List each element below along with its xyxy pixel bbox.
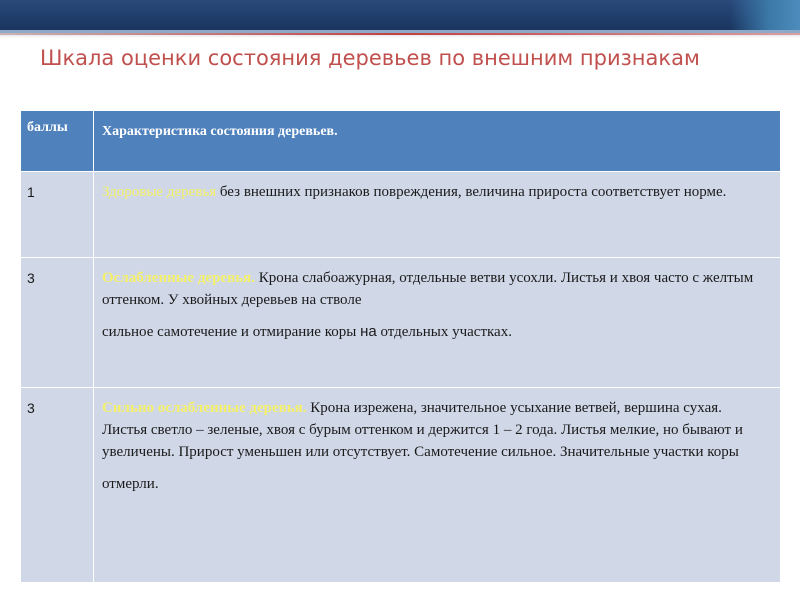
table-header-row: [21, 111, 781, 172]
table-row: [21, 388, 781, 583]
table-row: [21, 172, 781, 258]
header-description: Характеристика состояния деревьев.: [94, 111, 781, 172]
title-bar-accent: [730, 0, 800, 30]
description-cell: [94, 388, 781, 583]
description-text: Крона слабоажурная, отдельные ветви усохли. Листья и хвоя часто с желтым оттенком. У хвойных деревьев на стволе: [102, 270, 754, 308]
description-text: без внешних признаков повреждения, величина прироста соответствует норме.: [216, 184, 727, 200]
table-row: [21, 258, 781, 388]
description-text-continued: отмерли.: [102, 476, 159, 492]
status-label: Сильно ослабленные деревья.: [102, 400, 307, 416]
description-word-na: на: [360, 323, 377, 340]
description-text: Крона изрежена, значительное усыхание ветвей, вершина сухая. Листья светло – зеленые, хвоя с бурым оттенком и держится 1 – 2 года. Листья мелкие, но бывают и увеличены. Прирост уменьшен или отсутствует. Самотечение сильное. Значительные участки коры: [102, 400, 743, 460]
page-title: Шкала оценки состояния деревьев по внешним признакам: [40, 46, 700, 70]
line-gap: [102, 311, 770, 321]
title-bar-rule-fade: [0, 35, 800, 38]
description-cell: [94, 172, 781, 258]
score-cell: 3: [21, 258, 94, 388]
status-label: Здоровые деревья: [102, 184, 217, 200]
score-cell: 1: [21, 172, 94, 258]
header-score: баллы: [21, 111, 94, 172]
description-text-continued: сильное самотечение и отмирание коры: [102, 324, 361, 340]
status-label: Ослабленные деревья.: [102, 270, 255, 286]
score-cell: 3: [21, 388, 94, 583]
description-cell: [94, 258, 781, 388]
title-bar-band: [0, 0, 800, 30]
line-gap: [102, 463, 770, 473]
description-text-end: отдельных участках.: [376, 324, 512, 340]
tree-condition-table: [20, 110, 781, 583]
